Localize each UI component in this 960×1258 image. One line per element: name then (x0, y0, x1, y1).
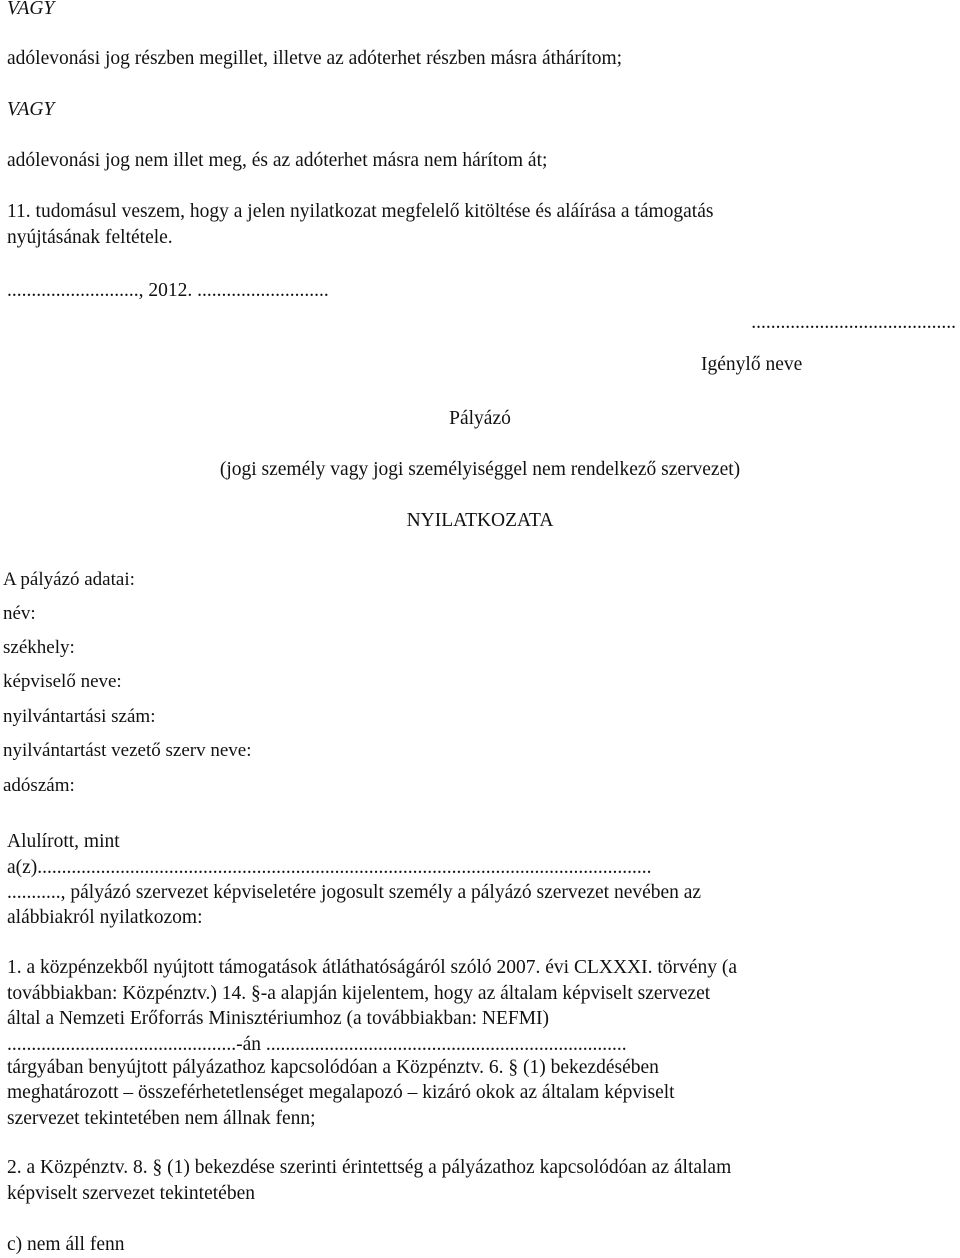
undersigned-line-4: alábbiakról nyilatkozom: (7, 907, 203, 928)
point-2-line-2: képviselt szervezet tekintetében (7, 1183, 255, 1204)
declaration-title: NYILATKOZATA (406, 510, 554, 531)
item-11-line-1: 11. tudomásul veszem, hogy a jelen nyilatkozat megfelelő kitöltése és aláírása a támogatás (7, 201, 714, 222)
point-2-option-c: c) nem áll fenn (7, 1234, 125, 1255)
undersigned-line-3: ..........., pályázó szervezet képviseletére jogosult személy a pályázó szervezet nevében az (7, 882, 702, 903)
registry-authority-field-label: nyilvántartást vezető szerv neve: (3, 740, 252, 761)
point-1-line-7: szervezet tekintetében nem állnak fenn; (7, 1108, 316, 1129)
registration-number-field-label: nyilvántartási szám: (3, 706, 156, 727)
vagy-label-1: VAGY (7, 0, 55, 19)
signature-dotted-line: .......................................... (751, 312, 956, 333)
point-1-line-4: ...............................................-án .......................................................................... (7, 1034, 627, 1055)
item-11-line-2: nyújtásának feltétele. (7, 227, 173, 248)
option-no-deduction: adólevonási jog nem illet meg, és az adóterhet másra nem hárítom át; (7, 150, 548, 171)
undersigned-line-2: a(z).............................................................................................................................. (7, 857, 652, 878)
date-place-line: ..........................., 2012. ........................... (7, 280, 329, 301)
point-1-line-3: által a Nemzeti Erőforrás Minisztériumhoz (a továbbiakban: NEFMI) (7, 1008, 550, 1029)
point-1-line-6: meghatározott – összeférhetetlenséget megalapozó – kizáró okok az általam képviselt (7, 1082, 675, 1103)
option-partial-deduction: adólevonási jog részben megillet, illetve az adóterhet részben másra áthárítom; (7, 48, 623, 69)
applicant-subtitle: (jogi személy vagy jogi személyiséggel nem rendelkező szervezet) (219, 459, 741, 480)
applicant-data-label: A pályázó adatai: (3, 569, 135, 590)
point-1-line-2: továbbiakban: Közpénztv.) 14. §-a alapján kijelentem, hogy az általam képviselt szervezet (7, 983, 711, 1004)
point-2-line-1: 2. a Közpénztv. 8. § (1) bekezdése szerinti érintettség a pályázathoz kapcsolódóan az általam (7, 1157, 732, 1178)
name-field-label: név: (3, 603, 36, 624)
applicant-heading: Pályázó (449, 408, 511, 429)
seat-field-label: székhely: (3, 637, 75, 658)
tax-number-field-label: adószám: (3, 775, 75, 796)
undersigned-line-1: Alulírott, mint (7, 831, 120, 852)
representative-field-label: képviselő neve: (3, 671, 122, 692)
signature-label: Igénylő neve (701, 354, 803, 375)
point-1-line-5: tárgyában benyújtott pályázathoz kapcsolódóan a Közpénztv. 6. § (1) bekezdésében (7, 1057, 659, 1078)
vagy-label-2: VAGY (7, 99, 55, 120)
point-1-line-1: 1. a közpénzekből nyújtott támogatások átláthatóságáról szóló 2007. évi CLXXXI. törvény (a (7, 957, 737, 978)
